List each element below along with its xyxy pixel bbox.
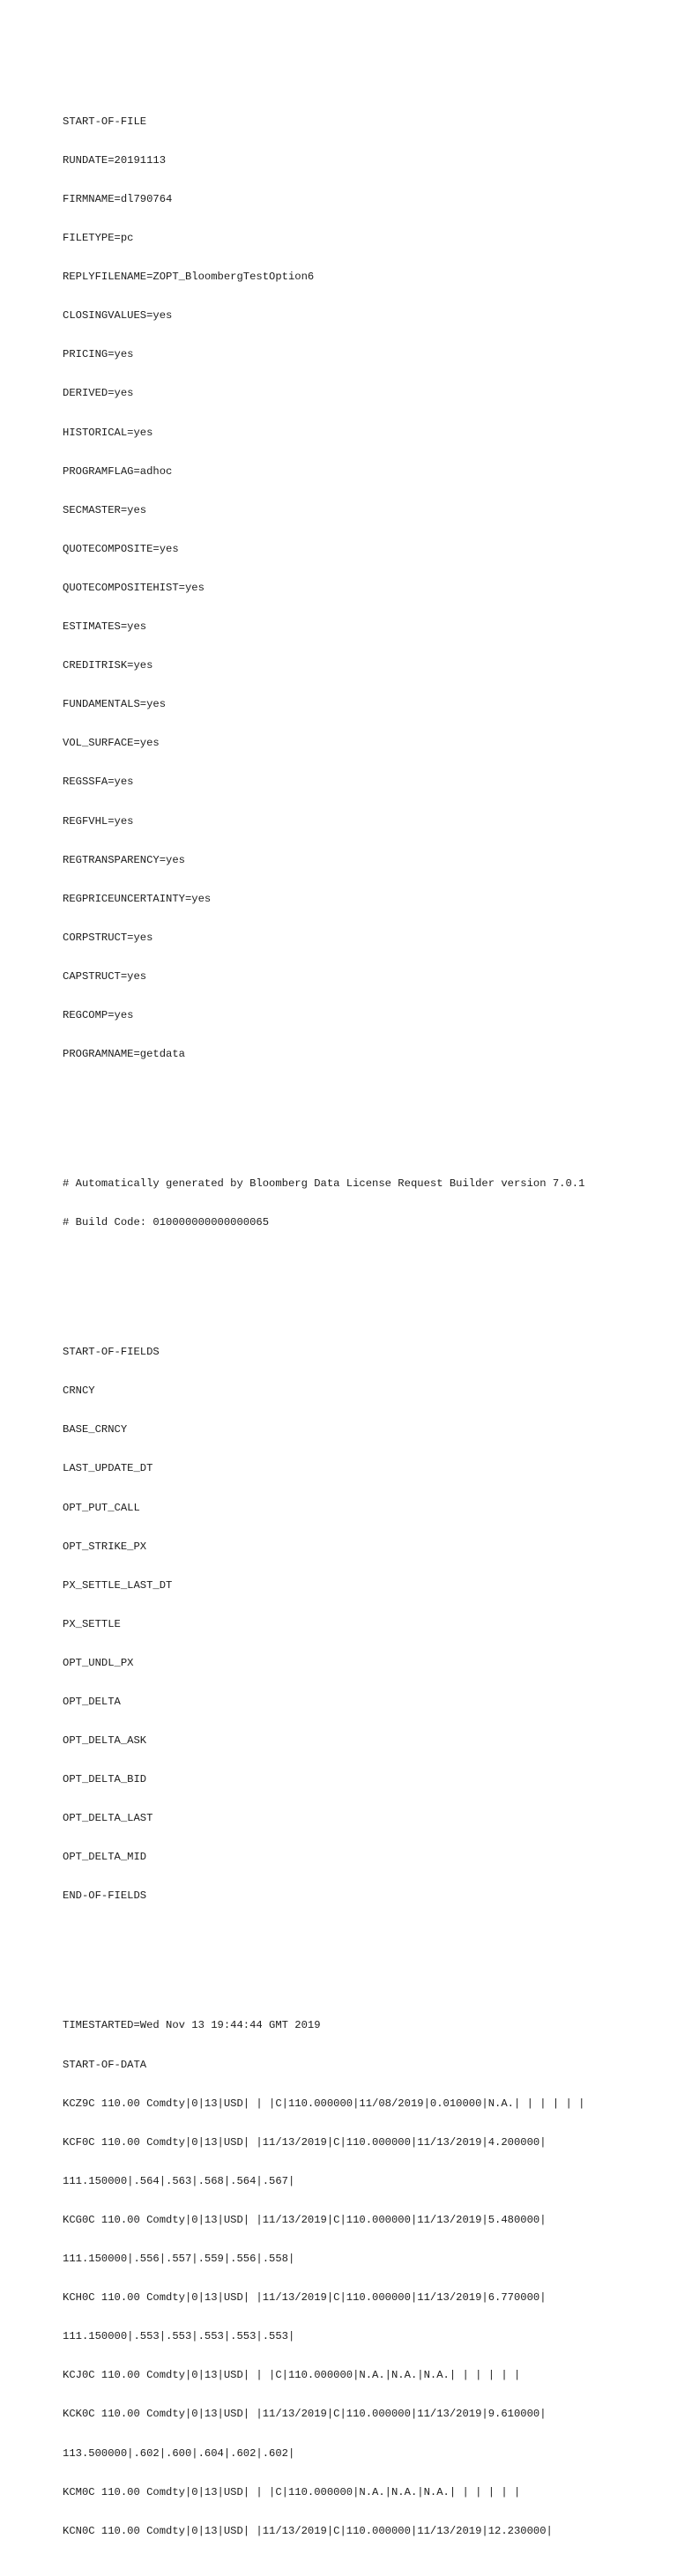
field-line: OPT_DELTA_MID [63, 1851, 147, 1864]
field-line: CRNCY [63, 1385, 95, 1398]
data-line: KCF0C 110.00 Comdty|0|13|USD| |11/13/2019|C|110.000000|11/13/2019|4.200000| [63, 2135, 547, 2149]
header-line: REPLYFILENAME=ZOPT_BloombergTestOption6 [63, 271, 315, 284]
field-line: PX_SETTLE_LAST_DT [63, 1578, 173, 1592]
header-line: PROGRAMFLAG=adhoc [63, 464, 173, 478]
data-line: KCN0C 110.00 Comdty|0|13|USD| |11/13/2019|C|110.000000|11/13/2019|12.230000| [63, 2524, 553, 2537]
field-line: PX_SETTLE [63, 1617, 121, 1630]
header-line: START-OF-FILE [63, 115, 147, 128]
header-line: PROGRAMNAME=getdata [63, 1048, 185, 1061]
comment-line: # Automatically generated by Bloomberg Data License Request Builder version 7.0.1 [63, 1177, 585, 1191]
field-line: OPT_UNDL_PX [63, 1656, 134, 1669]
data-line: 111.150000|.556|.557|.559|.556|.558| [63, 2253, 295, 2266]
field-line: OPT_DELTA_LAST [63, 1812, 153, 1825]
data-line: START-OF-DATA [63, 2058, 147, 2071]
header-line: REGSSFA=yes [63, 776, 134, 789]
header-line: QUOTECOMPOSITEHIST=yes [63, 581, 205, 594]
header-section [63, 89, 671, 1087]
header-line: SECMASTER=yes [63, 503, 147, 516]
data-line: KCH0C 110.00 Comdty|0|13|USD| |11/13/2019|C|110.000000|11/13/2019|6.770000| [63, 2291, 547, 2305]
header-line: HISTORICAL=yes [63, 426, 153, 439]
field-line: BASE_CRNCY [63, 1423, 128, 1436]
data-line: KCZ9C 110.00 Comdty|0|13|USD| | |C|110.000000|11/08/2019|0.010000|N.A.| | | | | | [63, 2097, 585, 2110]
header-line: FILETYPE=pc [63, 232, 134, 245]
field-line: OPT_PUT_CALL [63, 1501, 140, 1514]
field-line: OPT_DELTA [63, 1696, 121, 1708]
data-line: 113.500000|.602|.600|.604|.602|.602| [63, 2446, 295, 2460]
header-line: PRICING=yes [63, 348, 134, 361]
header-line: REGTRANSPARENCY=yes [63, 853, 185, 866]
request-file-document [63, 63, 671, 2576]
data-line: KCK0C 110.00 Comdty|0|13|USD| |11/13/2019|C|110.000000|11/13/2019|9.610000| [63, 2408, 547, 2421]
header-line: DERIVED=yes [63, 387, 134, 400]
header-line: ESTIMATES=yes [63, 620, 147, 634]
blank-line [63, 1955, 671, 1968]
field-line: OPT_DELTA_ASK [63, 1734, 147, 1748]
field-line: LAST_UPDATE_DT [63, 1462, 153, 1475]
data-line: KCG0C 110.00 Comdty|0|13|USD| |11/13/2019|C|110.000000|11/13/2019|5.480000| [63, 2213, 547, 2226]
data-line: KCJ0C 110.00 Comdty|0|13|USD| | |C|110.000000|N.A.|N.A.|N.A.| | | | | | [63, 2369, 521, 2382]
header-line: CREDITRISK=yes [63, 659, 153, 672]
field-line: OPT_STRIKE_PX [63, 1540, 147, 1553]
header-line: FUNDAMENTALS=yes [63, 698, 167, 711]
header-line: REGCOMP=yes [63, 1008, 134, 1021]
field-line: OPT_DELTA_BID [63, 1773, 147, 1786]
blank-line [63, 1281, 671, 1295]
header-line: CORPSTRUCT=yes [63, 931, 153, 944]
data-section [63, 1993, 671, 2564]
field-line: START-OF-FIELDS [63, 1346, 160, 1359]
header-line: QUOTECOMPOSITE=yes [63, 542, 179, 555]
field-line: END-OF-FIELDS [63, 1889, 147, 1903]
data-line: KCM0C 110.00 Comdty|0|13|USD| | |C|110.000000|N.A.|N.A.|N.A.| | | | | | [63, 2485, 521, 2498]
header-line: REGFVHL=yes [63, 814, 134, 828]
header-line: VOL_SURFACE=yes [63, 737, 160, 750]
header-line: CLOSINGVALUES=yes [63, 309, 173, 323]
fields-section [63, 1320, 671, 1929]
blank-line [63, 1113, 671, 1126]
header-line: CAPSTRUCT=yes [63, 969, 147, 983]
data-line: 111.150000|.564|.563|.568|.564|.567| [63, 2174, 295, 2187]
data-line: 111.150000|.553|.553|.553|.553|.553| [63, 2330, 295, 2343]
header-line: REGPRICEUNCERTAINTY=yes [63, 892, 212, 905]
header-line: FIRMNAME=dl790764 [63, 193, 173, 205]
comment-section [63, 1152, 671, 1256]
data-line: TIMESTARTED=Wed Nov 13 19:44:44 GMT 2019 [63, 2019, 321, 2032]
comment-line: # Build Code: 010000000000000065 [63, 1216, 270, 1229]
header-line: RUNDATE=20191113 [63, 153, 167, 167]
